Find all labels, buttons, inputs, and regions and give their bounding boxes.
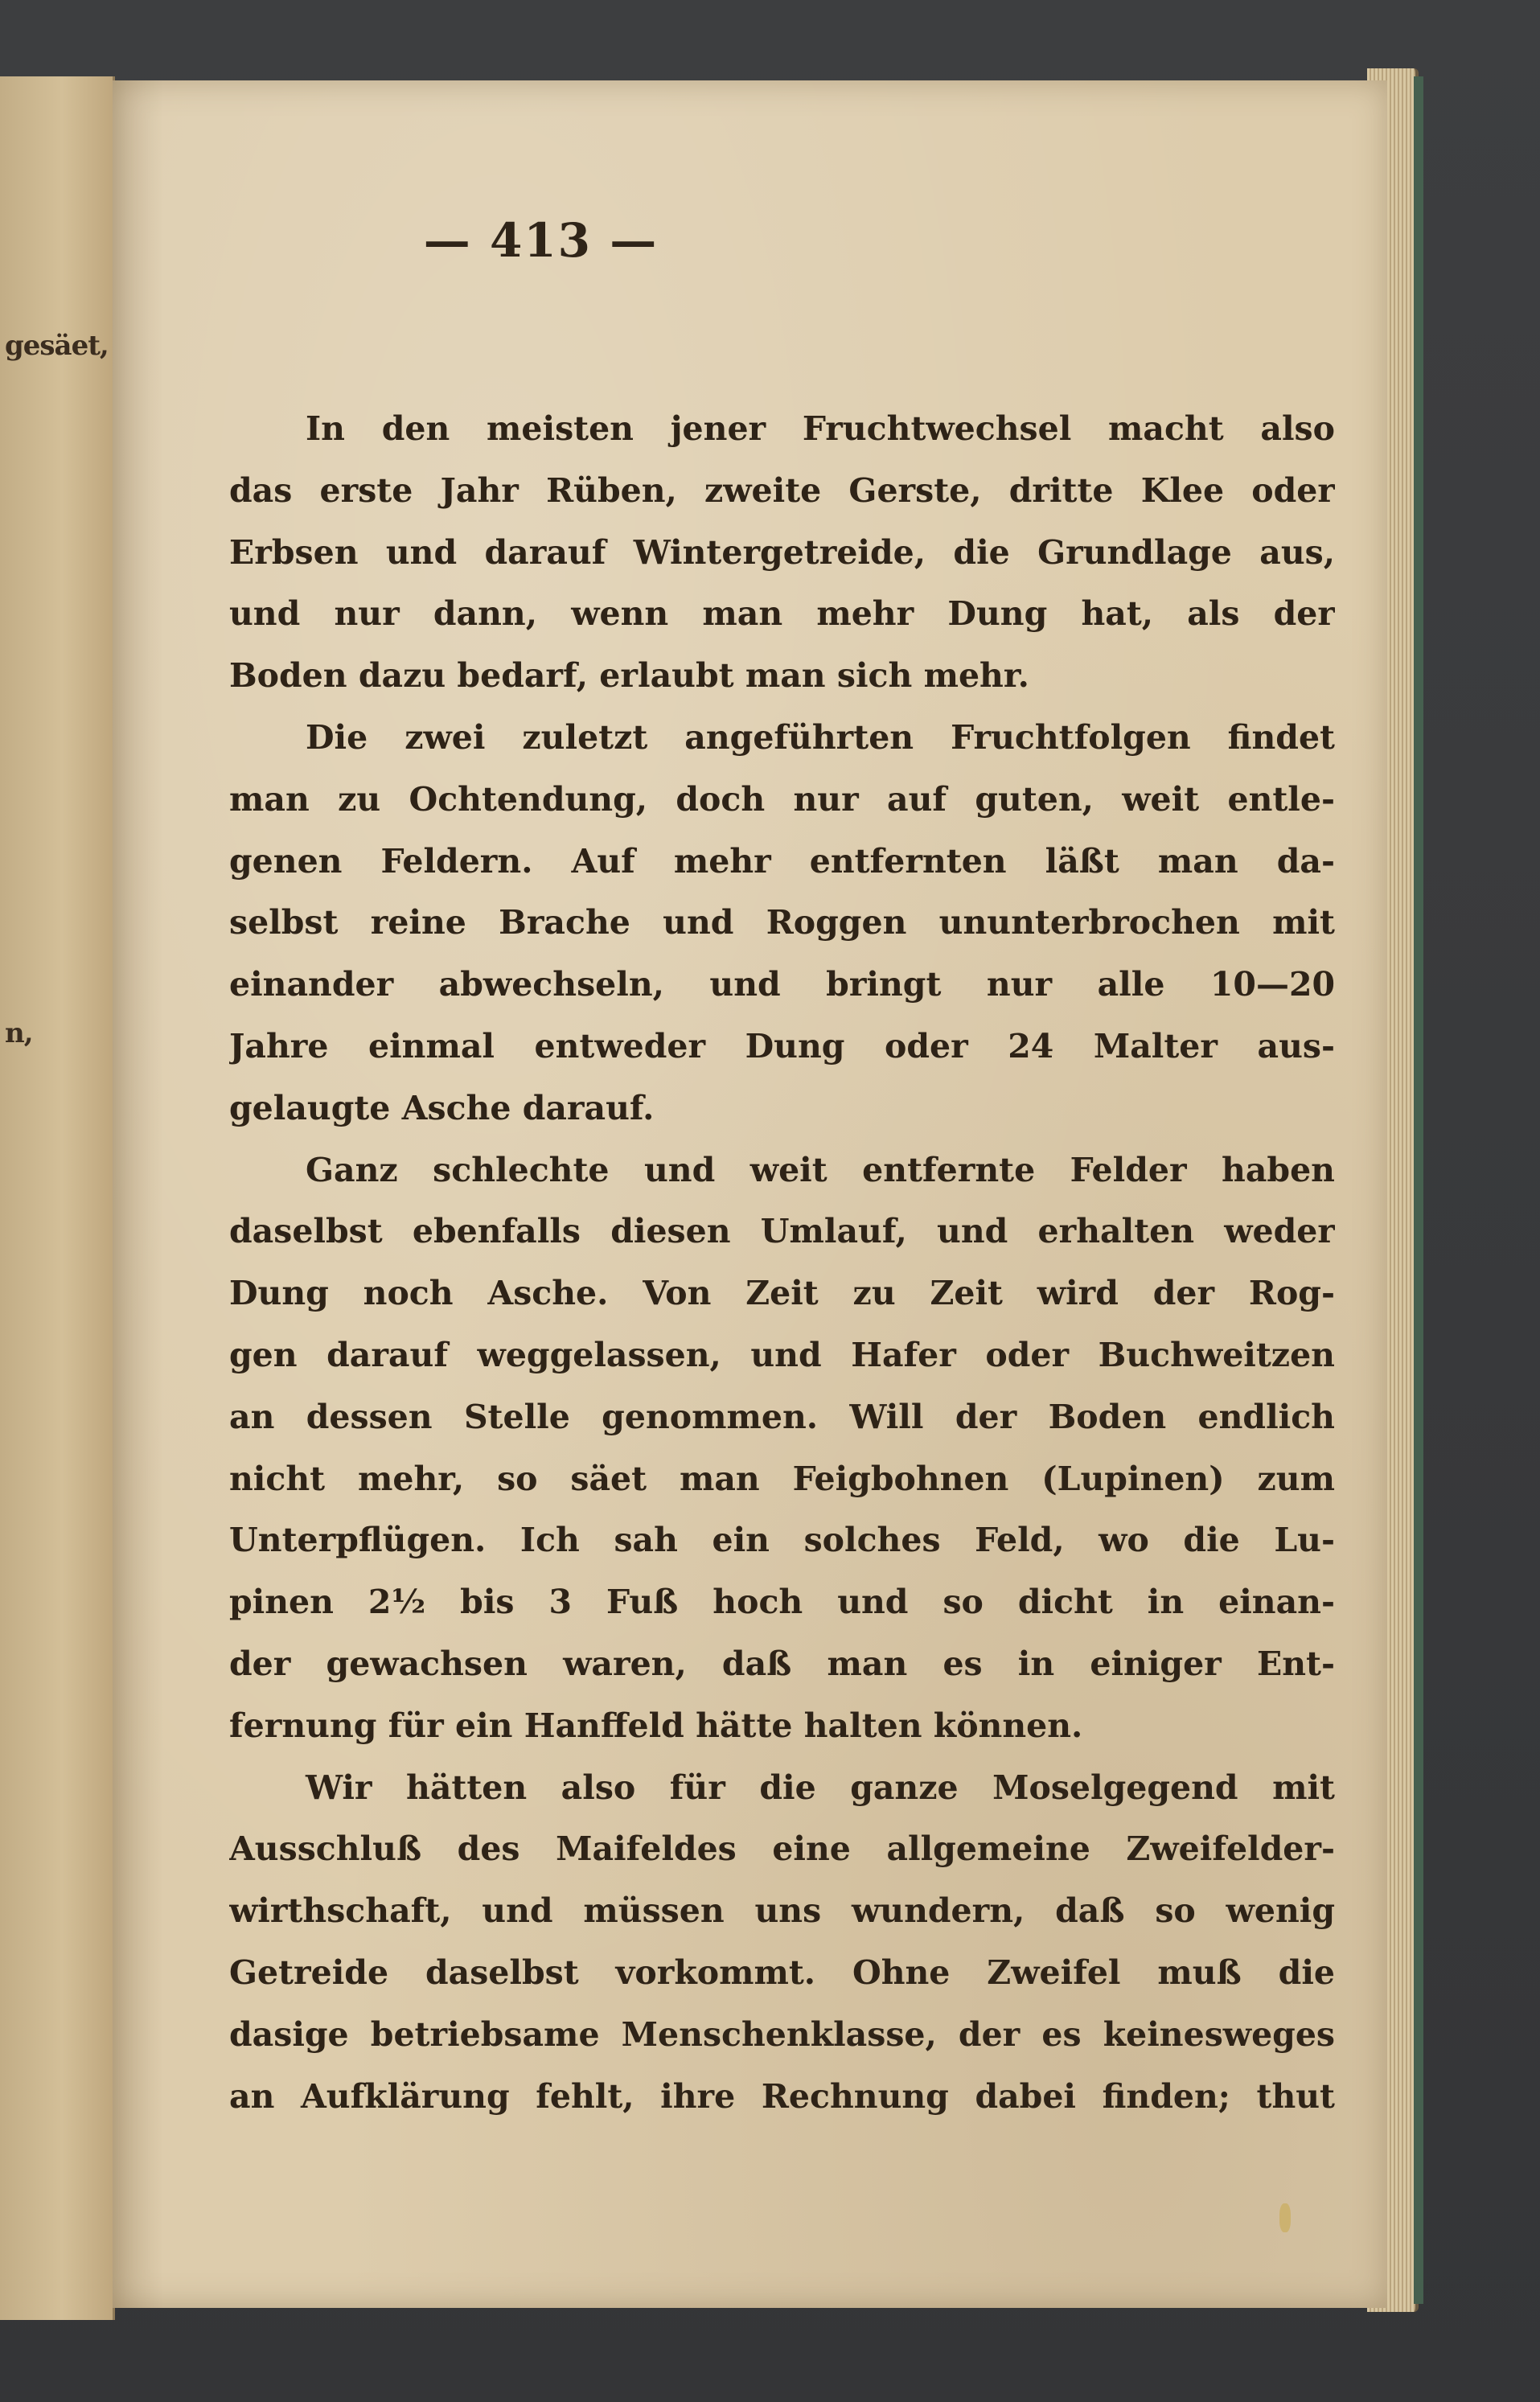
text-line: Wir hätten also für die ganze Moselgegend mit [306,1768,1335,1807]
text-line: Boden dazu bedarf, erlaubt man sich mehr. [229,656,1029,696]
text-line: an Aufklärung fehlt, ihre Rechnung dabei finden; thut [229,2076,1335,2116]
previous-page-fragment: n, [5,1017,33,1049]
text-line: man zu Ochtendung, doch nur auf guten, weit entle- [229,779,1335,819]
text-line: selbst reine Brache und Roggen ununterbrochen mit [229,903,1335,942]
text-line: Erbsen und darauf Wintergetreide, die Grundlage aus, [229,532,1335,572]
text-line: nicht mehr, so säet man Feigbohnen (Lupinen) zum [229,1459,1335,1498]
book-cover-edge [1414,76,1423,2304]
text-line: gen darauf weggelassen, und Hafer oder Buchweitzen [229,1335,1335,1374]
text-line: Jahre einmal entweder Dung oder 24 Malter aus- [229,1026,1335,1066]
paper-stain [1279,2203,1291,2232]
text-line: und nur dann, wenn man mehr Dung hat, als der [229,594,1335,634]
text-line: an dessen Stelle genommen. Will der Boden endlich [229,1397,1335,1436]
text-line: daselbst ebenfalls diesen Umlauf, und erhalten weder [229,1212,1335,1251]
text-line: genen Feldern. Auf mehr entfernten läßt man da- [229,841,1335,881]
text-line: einander abwechseln, und bringt nur alle 10—20 [229,965,1335,1004]
previous-page-edge [0,76,115,2320]
text-line: Die zwei zuletzt angeführten Fruchtfolgen findet [306,717,1335,757]
book-page [113,80,1387,2308]
text-line: dasige betriebsame Menschenklasse, der es keinesweges [229,2014,1335,2054]
text-line: gelaugte Asche darauf. [229,1088,655,1127]
text-line: Ganz schlechte und weit entfernte Felder haben [306,1150,1335,1189]
text-line: das erste Jahr Rüben, zweite Gerste, dritte Klee oder [229,470,1335,510]
body-text [229,398,1335,2127]
text-line: der gewachsen waren, daß man es in einiger Ent- [229,1644,1335,1683]
text-line: Getreide daselbst vorkommt. Ohne Zweifel muß die [229,1952,1335,1992]
page-number: — 413 — [423,213,659,268]
text-line: pinen 2½ bis 3 Fuß hoch und so dicht in einan- [229,1583,1335,1622]
text-line: Ausschluß des Maifeldes eine allgemeine Zweifelder- [229,1829,1335,1869]
text-line: Dung noch Asche. Von Zeit zu Zeit wird der Rog- [229,1274,1335,1313]
text-line: Unterpflügen. Ich sah ein solches Feld, wo die Lu- [229,1521,1335,1560]
text-line: In den meisten jener Fruchtwechsel macht also [306,409,1335,448]
previous-page-fragment: gesäet, [5,330,109,362]
text-line: wirthschaft, und müssen uns wundern, daß so wenig [229,1891,1335,1931]
text-line: fernung für ein Hanffeld hätte halten können. [229,1706,1083,1745]
